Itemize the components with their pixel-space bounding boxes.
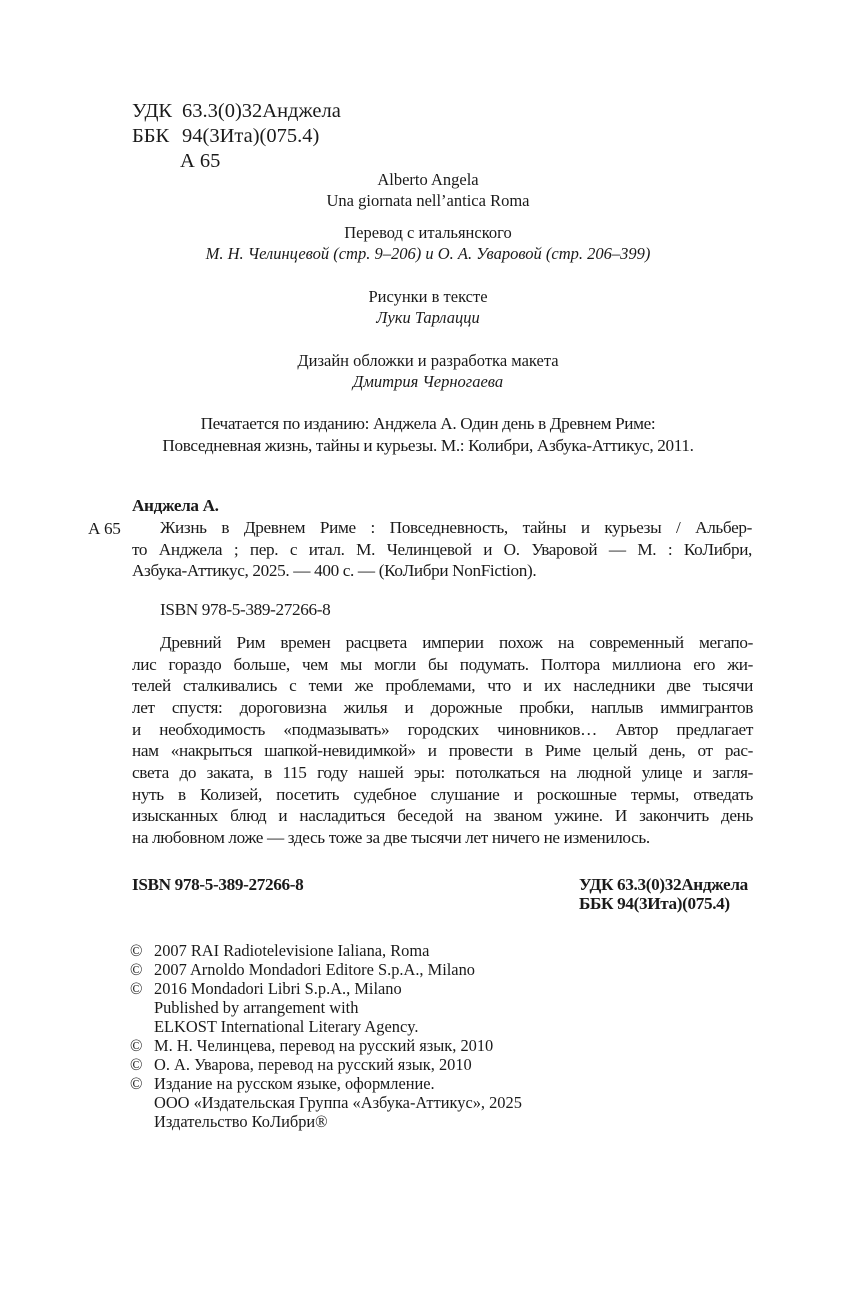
- original-title-block: [0, 169, 856, 211]
- designer: Дмитрия Черногаева: [352, 372, 504, 391]
- footer-bbk: ББК 94(3Ита)(075.4): [579, 894, 730, 913]
- copyright-text: Издательство КоЛибри®: [154, 1112, 328, 1131]
- footer-isbn: ISBN 978-5-389-27266-8: [132, 875, 304, 894]
- udk-label: УДК: [132, 100, 173, 122]
- bib-author-mark: А 65: [88, 519, 121, 538]
- copyright-icon: ©: [130, 1036, 143, 1055]
- copyright-entry: [130, 998, 522, 1017]
- copyright-entry: [130, 960, 522, 979]
- copyright-text: ООО «Издательская Группа «Азбука-Аттикус», 2025: [154, 1093, 522, 1112]
- annotation-line: Древний Рим времен расцвета империи похож на современный мегапо-: [160, 633, 753, 652]
- annotation-line: лис гораздо больше, чем мы могли бы подумать. Полтора миллиона его жи-: [132, 654, 753, 674]
- copyright-entry: [130, 1074, 522, 1093]
- author-mark: А 65: [180, 150, 221, 172]
- copyright-icon: ©: [130, 979, 143, 998]
- source-edition: [0, 413, 856, 456]
- copyright-icon: ©: [130, 1074, 143, 1093]
- copyright-entry: [130, 1112, 522, 1131]
- copyright-text: 2007 RAI Radiotelevisione Ialiana, Roma: [154, 941, 430, 960]
- original-title: Una giornata nell’antica Roma: [326, 191, 530, 210]
- copyright-entry: [130, 1093, 522, 1112]
- illustrator: Луки Тарлацци: [376, 308, 480, 327]
- annotation-line: на любовном ложе — здесь тоже за две тысячи лет ничего не изменилось.: [132, 827, 650, 847]
- copyright-entry: [130, 1017, 522, 1036]
- copyright-entry: [130, 979, 522, 998]
- annotation-line: лет спустя: дороговизна жилья и дорожные пробки, наплыв иммигрантов: [132, 697, 753, 717]
- annotation-line: и необходимость «подмазывать» городских чиновников… Автор предлагает: [132, 719, 753, 739]
- copyright-icon: ©: [130, 1055, 143, 1074]
- bib-description: [132, 517, 752, 582]
- copyright-text: 2007 Arnoldo Mondadori Editore S.p.A., Milano: [154, 960, 475, 979]
- bib-isbn: ISBN 978-5-389-27266-8: [160, 600, 331, 619]
- bib-description-line: то Анджела ; пер. с итал. М. Челинцевой и О. Уваровой — М. : КоЛибри,: [132, 539, 752, 559]
- copyright-text: Published by arrangement with: [154, 998, 359, 1017]
- illustrations-credits: [0, 286, 856, 328]
- annotation-line: нуть в Колизей, посетить судебное слушание и роскошные термы, отведать: [132, 784, 753, 804]
- illustrations-label: Рисунки в тексте: [368, 287, 488, 306]
- copyright-icon: ©: [130, 960, 143, 979]
- bib-description-line: Азбука-Аттикус, 2025. — 400 с. — (КоЛибри NonFiction).: [132, 561, 537, 581]
- bbk-value: 94(3Ита)(075.4): [182, 125, 320, 147]
- copyright-block: [130, 941, 522, 1131]
- copyright-text: М. Н. Челинцева, перевод на русский язык, 2010: [154, 1036, 494, 1055]
- translation-credits: [0, 222, 856, 264]
- bbk-label: ББК: [132, 125, 170, 147]
- bib-author-heading: Анджела А.: [132, 496, 219, 515]
- udk-value: 63.3(0)32Анджела: [182, 100, 341, 122]
- original-author: Alberto Angela: [377, 170, 479, 189]
- translation-label: Перевод с итальянского: [344, 223, 512, 242]
- design-label: Дизайн обложки и разработка макета: [297, 351, 559, 370]
- annotation-line: изысканных блюд и насладиться беседой на званом ужине. И закончить день: [132, 806, 753, 826]
- annotation-line: телей сталкивались с теми же проблемами, что и их наследники две тысячи: [132, 676, 753, 696]
- copyright-text: О. А. Уварова, перевод на русский язык, 2010: [154, 1055, 472, 1074]
- annotation-line: света до заката, в 115 году нашей эры: потолкаться на людной улице и загля-: [132, 762, 753, 782]
- source-edition-line: Повседневная жизнь, тайны и курьезы. М.: Колибри, Азбука-Аттикус, 2011.: [162, 435, 694, 455]
- copyright-icon: ©: [130, 941, 143, 960]
- copyright-text: 2016 Mondadori Libri S.p.A., Milano: [154, 979, 402, 998]
- annotation-line: нам «накрыться шапкой-невидимкой» и провести в Риме целый день, от рас-: [132, 741, 753, 761]
- footer-udk: УДК 63.3(0)32Анджела: [579, 875, 748, 894]
- bib-description-line: Жизнь в Древнем Риме : Повседневность, тайны и курьезы / Альбер-: [160, 518, 752, 537]
- design-credits: [0, 350, 856, 392]
- source-edition-line: Печатается по изданию: Анджела А. Один день в Древнем Риме:: [200, 414, 656, 433]
- copyright-text: ELKOST International Literary Agency.: [154, 1017, 419, 1036]
- annotation: [132, 632, 753, 849]
- copyright-entry: [130, 1055, 522, 1074]
- copyright-entry: [130, 941, 522, 960]
- translators: М. Н. Челинцевой (стр. 9–206) и О. А. Уваровой (стр. 206–399): [205, 244, 651, 263]
- copyright-text: Издание на русском языке, оформление.: [154, 1074, 435, 1093]
- copyright-entry: [130, 1036, 522, 1055]
